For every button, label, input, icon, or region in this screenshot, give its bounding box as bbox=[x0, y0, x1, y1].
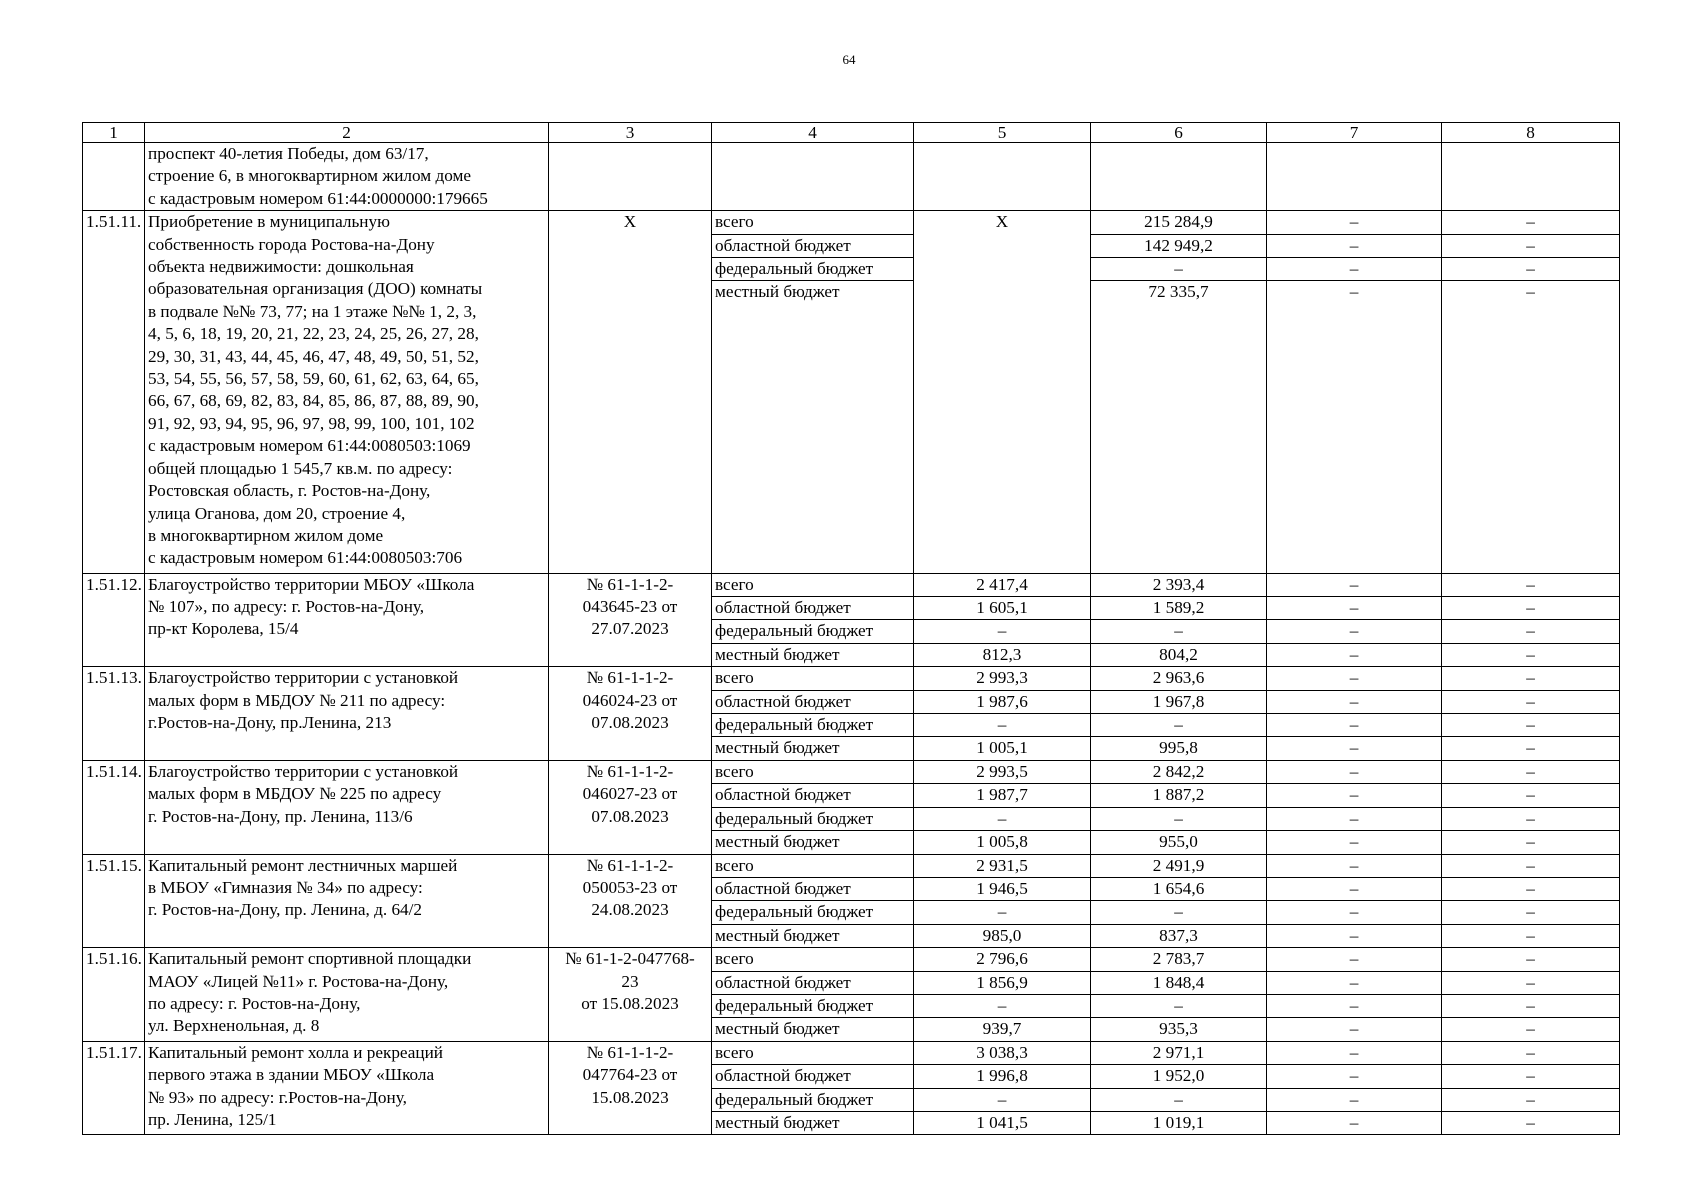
cell-col8: – bbox=[1442, 1018, 1620, 1041]
funding-source-label: областной бюджет bbox=[712, 784, 914, 807]
page-number: 64 bbox=[842, 52, 856, 67]
cell-col8: – bbox=[1442, 281, 1620, 573]
cell-col7: – bbox=[1267, 211, 1442, 234]
funding-source-label: федеральный бюджет bbox=[712, 258, 914, 281]
cell-col8: – bbox=[1442, 667, 1620, 690]
table-row bbox=[83, 854, 1620, 877]
cell-col8: – bbox=[1442, 1065, 1620, 1088]
cell-col5: Х bbox=[914, 211, 1091, 573]
cell-col8: – bbox=[1442, 597, 1620, 620]
cell-col6 bbox=[1091, 143, 1267, 211]
cell-col6: 2 393,4 bbox=[1091, 573, 1267, 596]
funding-source-label: федеральный бюджет bbox=[712, 620, 914, 643]
cell-col5: 3 038,3 bbox=[914, 1041, 1091, 1064]
table-row bbox=[83, 573, 1620, 596]
cell-col8: – bbox=[1442, 620, 1620, 643]
cell-col6: 1 654,6 bbox=[1091, 877, 1267, 900]
cell-col7: – bbox=[1267, 737, 1442, 760]
cell-col5: 2 993,5 bbox=[914, 760, 1091, 783]
funding-source-label: всего bbox=[712, 854, 914, 877]
cell-col7: – bbox=[1267, 807, 1442, 830]
cell-col7: – bbox=[1267, 690, 1442, 713]
funding-source-label: областной бюджет bbox=[712, 877, 914, 900]
cell-col5: – bbox=[914, 901, 1091, 924]
cell-col6: – bbox=[1091, 807, 1267, 830]
column-header: 2 bbox=[145, 123, 549, 143]
cell-col6: 1 589,2 bbox=[1091, 597, 1267, 620]
cell-col7: – bbox=[1267, 877, 1442, 900]
cell-col6: 2 971,1 bbox=[1091, 1041, 1267, 1064]
table-row bbox=[83, 948, 1620, 971]
cell-col7: – bbox=[1267, 831, 1442, 854]
cell-col7: – bbox=[1267, 901, 1442, 924]
item-name: Благоустройство территории с установкой малых форм в МБДОУ № 225 по адресу г. Ростов-на-Дону, пр. Ленина, 113/6 bbox=[145, 760, 549, 854]
cell-col5: 939,7 bbox=[914, 1018, 1091, 1041]
funding-source-label: федеральный бюджет bbox=[712, 994, 914, 1017]
item-number: 1.51.11. bbox=[83, 211, 145, 573]
funding-source-label: всего bbox=[712, 1041, 914, 1064]
item-name: Капитальный ремонт лестничных маршей в МБОУ «Гимназия № 34» по адресу: г. Ростов-на-Дону, пр. Ленина, д. 64/2 bbox=[145, 854, 549, 948]
cell-col6: 804,2 bbox=[1091, 643, 1267, 666]
cell-col8: – bbox=[1442, 854, 1620, 877]
cell-col7: – bbox=[1267, 258, 1442, 281]
cell-col7: – bbox=[1267, 854, 1442, 877]
funding-source-label: всего bbox=[712, 948, 914, 971]
cell-col7: – bbox=[1267, 1065, 1442, 1088]
item-document: № 61-1-1-2- 043645-23 от 27.07.2023 bbox=[549, 573, 712, 667]
budget-table bbox=[82, 122, 1620, 1135]
item-name: Капитальный ремонт спортивной площадки МАОУ «Лицей №11» г. Ростова-на-Дону, по адресу: г. Ростов-на-Дону, ул. Верхненольная, д. 8 bbox=[145, 948, 549, 1042]
column-header-row bbox=[83, 123, 1620, 143]
cell-col5: 1 605,1 bbox=[914, 597, 1091, 620]
cell-col7: – bbox=[1267, 281, 1442, 573]
cell-doc bbox=[549, 143, 712, 211]
cell-col8: – bbox=[1442, 994, 1620, 1017]
cell-col6: – bbox=[1091, 258, 1267, 281]
item-number: 1.51.15. bbox=[83, 854, 145, 948]
funding-source-label: областной бюджет bbox=[712, 971, 914, 994]
cell-col7 bbox=[1267, 143, 1442, 211]
cell-col7: – bbox=[1267, 948, 1442, 971]
item-name: Приобретение в муниципальную собственность города Ростова-на-Дону объекта недвижимости: дошкольная образовательная организация (ДОО) комнаты в подвале №№ 73, 77; на 1 этаже №№ 1, 2, 3, 4, 5, 6, 18, 19, 20, 21, 22, 23, 24, 25, 26, 27, 28, 29, 30, 31, 43, 44, 45, 46, 47, 48, 49, 50, 51, 52, 53, 54, 55, 56, 57, 58, 59, 60, 61, 62, 63, 64, 65, 66, 67, 68, 69, 82, 83, 84, 85, 86, 87, 88, 89, 90, 91, 92, 93, 94, 95, 96, 97, 98, 99, 100, 101, 102 с кадастровым номером 61:44:0080503:1069 общей площадью 1 545,7 кв.м. по адресу: Ростовская область, г. Ростов-на-Дону, улица Оганова, дом 20, строение 4, в многоквартирном жилом доме с кадастровым номером 61:44:0080503:706 bbox=[145, 211, 549, 573]
item-number: 1.51.14. bbox=[83, 760, 145, 854]
funding-source-label: федеральный бюджет bbox=[712, 807, 914, 830]
funding-source-label: местный бюджет bbox=[712, 924, 914, 947]
cell-col7: – bbox=[1267, 643, 1442, 666]
cell-col8: – bbox=[1442, 901, 1620, 924]
funding-source-label: областной бюджет bbox=[712, 1065, 914, 1088]
cell-col5: 985,0 bbox=[914, 924, 1091, 947]
cell-col6: 995,8 bbox=[1091, 737, 1267, 760]
cell-col6: 1 019,1 bbox=[1091, 1111, 1267, 1134]
cell-col8: – bbox=[1442, 948, 1620, 971]
cell-col5: – bbox=[914, 807, 1091, 830]
funding-source-label: областной бюджет bbox=[712, 234, 914, 257]
item-document: № 61-1-1-2- 047764-23 от 15.08.2023 bbox=[549, 1041, 712, 1135]
cell-col7: – bbox=[1267, 597, 1442, 620]
funding-source-label: федеральный бюджет bbox=[712, 901, 914, 924]
item-number: 1.51.13. bbox=[83, 667, 145, 761]
column-header: 7 bbox=[1267, 123, 1442, 143]
cell-col8: – bbox=[1442, 690, 1620, 713]
cell-col5: 2 796,6 bbox=[914, 948, 1091, 971]
cell-col5: 2 993,3 bbox=[914, 667, 1091, 690]
funding-source-label: всего bbox=[712, 760, 914, 783]
cell-col7: – bbox=[1267, 1041, 1442, 1064]
cell-col5: – bbox=[914, 994, 1091, 1017]
table-body bbox=[83, 123, 1620, 1135]
cell-col8: – bbox=[1442, 234, 1620, 257]
funding-source-label: местный бюджет bbox=[712, 831, 914, 854]
table-row bbox=[83, 667, 1620, 690]
item-document: № 61-1-1-2- 050053-23 от 24.08.2023 bbox=[549, 854, 712, 948]
cell-col5: – bbox=[914, 714, 1091, 737]
cell-col6: 2 491,9 bbox=[1091, 854, 1267, 877]
funding-source-label: областной бюджет bbox=[712, 597, 914, 620]
item-document: Х bbox=[549, 211, 712, 573]
funding-source-label: федеральный бюджет bbox=[712, 714, 914, 737]
cell-col7: – bbox=[1267, 573, 1442, 596]
cell-col7: – bbox=[1267, 620, 1442, 643]
column-header: 5 bbox=[914, 123, 1091, 143]
column-header: 3 bbox=[549, 123, 712, 143]
item-document: № 61-1-1-2- 046024-23 от 07.08.2023 bbox=[549, 667, 712, 761]
item-number: 1.51.12. bbox=[83, 573, 145, 667]
table-row bbox=[83, 760, 1620, 783]
cell-col8: – bbox=[1442, 784, 1620, 807]
cell-col5: 1 987,7 bbox=[914, 784, 1091, 807]
cell-source bbox=[712, 143, 914, 211]
cell-col8: – bbox=[1442, 258, 1620, 281]
cell-name: проспект 40-летия Победы, дом 63/17, строение 6, в многоквартирном жилом доме с кадастровым номером 61:44:0000000:179665 bbox=[145, 143, 549, 211]
cell-col5 bbox=[914, 143, 1091, 211]
cell-col7: – bbox=[1267, 971, 1442, 994]
funding-source-label: областной бюджет bbox=[712, 690, 914, 713]
cell-col5: 1 996,8 bbox=[914, 1065, 1091, 1088]
item-number: 1.51.17. bbox=[83, 1041, 145, 1135]
cell-col7: – bbox=[1267, 1088, 1442, 1111]
funding-source-label: всего bbox=[712, 573, 914, 596]
cell-col5: 1 041,5 bbox=[914, 1111, 1091, 1134]
cell-col5: 812,3 bbox=[914, 643, 1091, 666]
funding-source-label: федеральный бюджет bbox=[712, 1088, 914, 1111]
cell-col8: – bbox=[1442, 1088, 1620, 1111]
cell-col6: – bbox=[1091, 714, 1267, 737]
cell-col7: – bbox=[1267, 234, 1442, 257]
funding-source-label: всего bbox=[712, 667, 914, 690]
cell-col5: – bbox=[914, 620, 1091, 643]
cell-col8: – bbox=[1442, 1111, 1620, 1134]
funding-source-label: местный бюджет bbox=[712, 1018, 914, 1041]
item-name: Благоустройство территории МБОУ «Школа № 107», по адресу: г. Ростов-на-Дону, пр-кт Королева, 15/4 bbox=[145, 573, 549, 667]
cell-col8: – bbox=[1442, 807, 1620, 830]
cell-col6: 142 949,2 bbox=[1091, 234, 1267, 257]
cell-col6: 215 284,9 bbox=[1091, 211, 1267, 234]
cell-col7: – bbox=[1267, 784, 1442, 807]
cell-col5: 1 946,5 bbox=[914, 877, 1091, 900]
cell-col8: – bbox=[1442, 831, 1620, 854]
funding-source-label: местный бюджет bbox=[712, 281, 914, 573]
cell-col7: – bbox=[1267, 1111, 1442, 1134]
cell-col5: 1 987,6 bbox=[914, 690, 1091, 713]
cell-col5: 1 856,9 bbox=[914, 971, 1091, 994]
cell-col5: 2 417,4 bbox=[914, 573, 1091, 596]
funding-source-label: местный бюджет bbox=[712, 737, 914, 760]
cell-col7: – bbox=[1267, 1018, 1442, 1041]
funding-source-label: местный бюджет bbox=[712, 1111, 914, 1134]
cell-col6: – bbox=[1091, 620, 1267, 643]
cell-col6: – bbox=[1091, 1088, 1267, 1111]
table-row bbox=[83, 211, 1620, 234]
cell-col8: – bbox=[1442, 737, 1620, 760]
item-document: № 61-1-2-047768- 23 от 15.08.2023 bbox=[549, 948, 712, 1042]
cell-col8: – bbox=[1442, 877, 1620, 900]
cell-col7: – bbox=[1267, 924, 1442, 947]
cell-col8: – bbox=[1442, 573, 1620, 596]
cell-col8: – bbox=[1442, 714, 1620, 737]
item-name: Благоустройство территории с установкой малых форм в МБДОУ № 211 по адресу: г.Ростов-на-Дону, пр.Ленина, 213 bbox=[145, 667, 549, 761]
column-header: 4 bbox=[712, 123, 914, 143]
cell-col6: 2 963,6 bbox=[1091, 667, 1267, 690]
cell-col6: 1 887,2 bbox=[1091, 784, 1267, 807]
cell-col6: 1 967,8 bbox=[1091, 690, 1267, 713]
cell-col6: 1 952,0 bbox=[1091, 1065, 1267, 1088]
continuation-row bbox=[83, 143, 1620, 211]
item-name: Капитальный ремонт холла и рекреаций первого этажа в здании МБОУ «Школа № 93» по адресу: г.Ростов-на-Дону, пр. Ленина, 125/1 bbox=[145, 1041, 549, 1135]
column-header: 6 bbox=[1091, 123, 1267, 143]
cell-col7: – bbox=[1267, 994, 1442, 1017]
cell-col8: – bbox=[1442, 1041, 1620, 1064]
cell-num bbox=[83, 143, 145, 211]
cell-col8 bbox=[1442, 143, 1620, 211]
cell-col5: 2 931,5 bbox=[914, 854, 1091, 877]
cell-col7: – bbox=[1267, 760, 1442, 783]
cell-col6: 935,3 bbox=[1091, 1018, 1267, 1041]
table-row bbox=[83, 1041, 1620, 1064]
column-header: 1 bbox=[83, 123, 145, 143]
cell-col8: – bbox=[1442, 924, 1620, 947]
cell-col6: – bbox=[1091, 901, 1267, 924]
cell-col8: – bbox=[1442, 643, 1620, 666]
cell-col6: 2 842,2 bbox=[1091, 760, 1267, 783]
column-header: 8 bbox=[1442, 123, 1620, 143]
item-document: № 61-1-1-2- 046027-23 от 07.08.2023 bbox=[549, 760, 712, 854]
cell-col6: 72 335,7 bbox=[1091, 281, 1267, 573]
cell-col7: – bbox=[1267, 667, 1442, 690]
cell-col7: – bbox=[1267, 714, 1442, 737]
item-number: 1.51.16. bbox=[83, 948, 145, 1042]
funding-source-label: местный бюджет bbox=[712, 643, 914, 666]
cell-col8: – bbox=[1442, 211, 1620, 234]
cell-col6: 1 848,4 bbox=[1091, 971, 1267, 994]
cell-col6: 2 783,7 bbox=[1091, 948, 1267, 971]
cell-col5: – bbox=[914, 1088, 1091, 1111]
cell-col6: 837,3 bbox=[1091, 924, 1267, 947]
cell-col5: 1 005,8 bbox=[914, 831, 1091, 854]
cell-col8: – bbox=[1442, 971, 1620, 994]
cell-col5: 1 005,1 bbox=[914, 737, 1091, 760]
funding-source-label: всего bbox=[712, 211, 914, 234]
cell-col8: – bbox=[1442, 760, 1620, 783]
cell-col6: 955,0 bbox=[1091, 831, 1267, 854]
cell-col6: – bbox=[1091, 994, 1267, 1017]
